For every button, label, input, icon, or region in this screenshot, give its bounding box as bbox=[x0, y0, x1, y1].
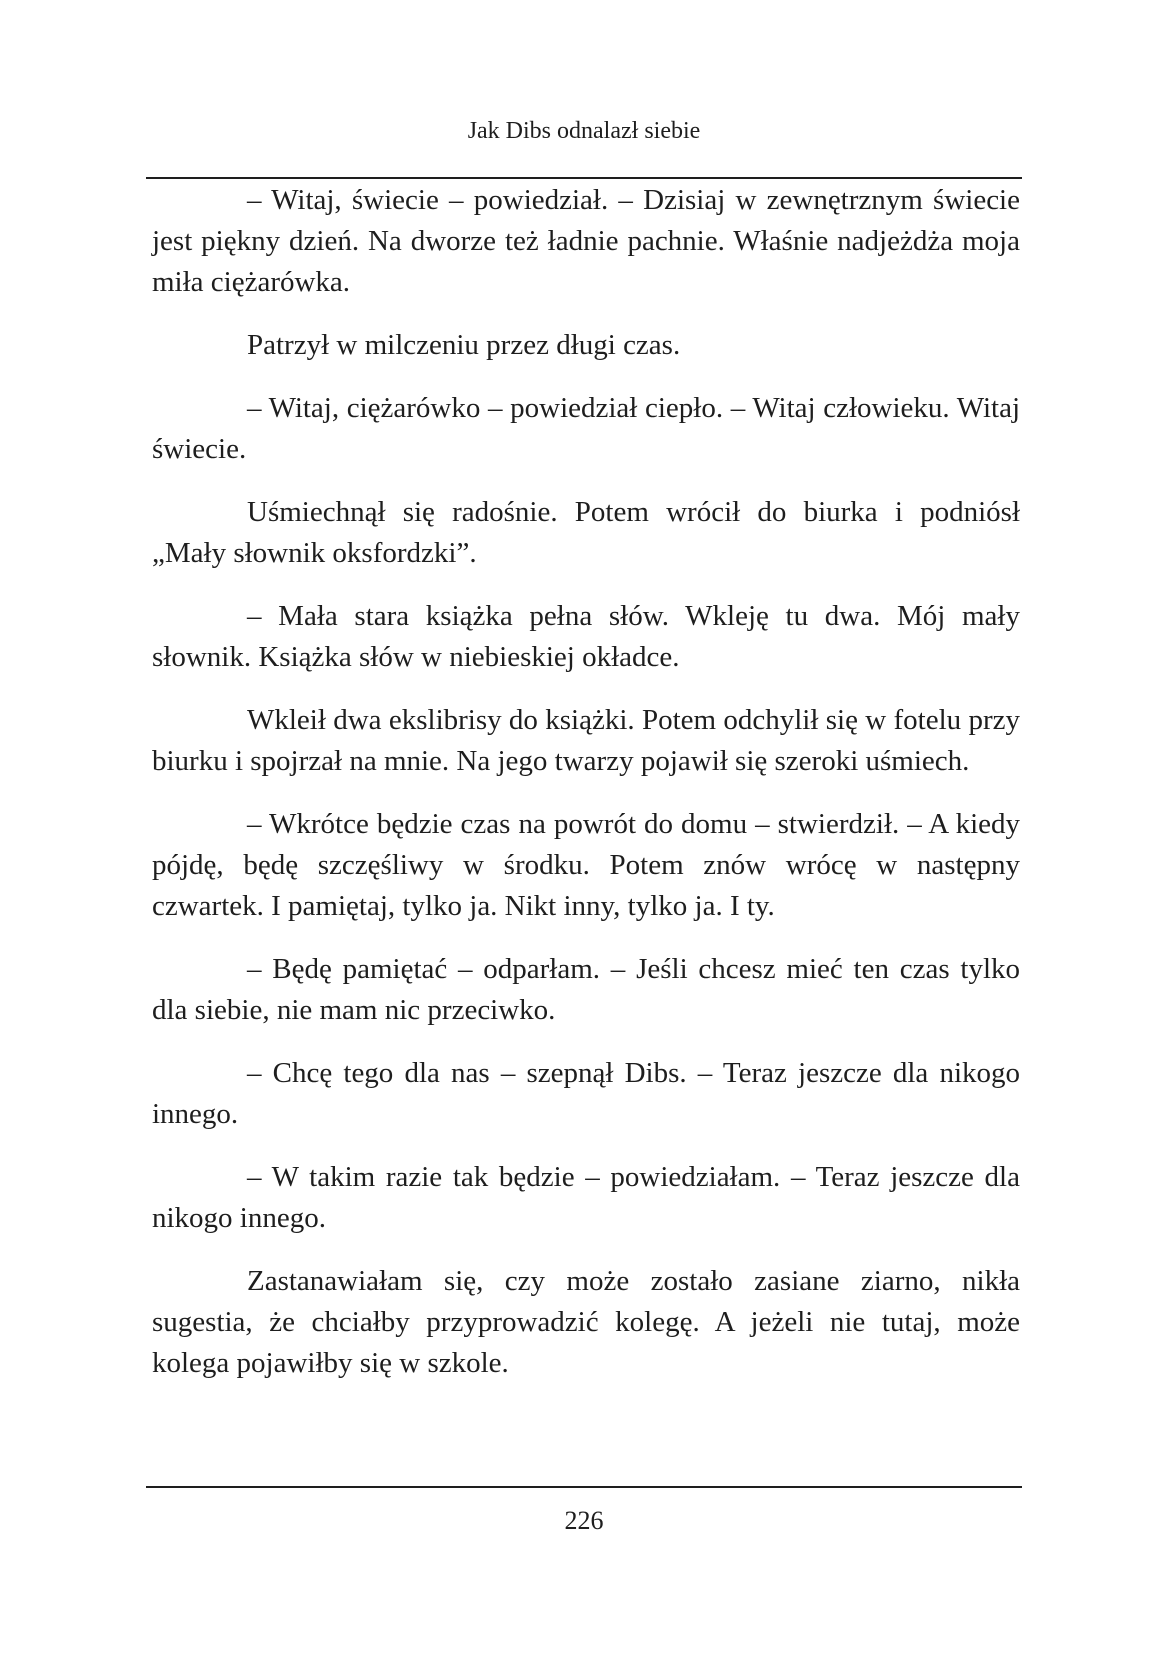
paragraph-3: – Witaj, ciężarówko – powiedział ciepło. – Witaj człowieku. Witaj świecie. bbox=[152, 392, 1020, 465]
body-text bbox=[152, 180, 1020, 1406]
header-rule bbox=[146, 177, 1022, 179]
paragraph-9: – Chcę tego dla nas – szepnął Dibs. – Teraz jeszcze dla nikogo innego. bbox=[152, 1057, 1020, 1130]
running-header-title: Jak Dibs odnalazł siebie bbox=[467, 118, 701, 144]
paragraph-2: Patrzył w milczeniu przez długi czas. bbox=[247, 329, 681, 361]
paragraph-11: Zastanawiałam się, czy może zostało zasiane ziarno, nikła sugestia, że chciałby przyprowadzić kolegę. A jeżeli nie tutaj, może kolega pojawiłby się w szkole. bbox=[152, 1265, 1020, 1379]
page-number: 226 bbox=[564, 1506, 604, 1535]
paragraph-10: – W takim razie tak będzie – powiedziałam. – Teraz jeszcze dla nikogo innego. bbox=[152, 1161, 1020, 1234]
paragraph-8: – Będę pamiętać – odparłam. – Jeśli chcesz mieć ten czas tylko dla siebie, nie mam nic przeciwko. bbox=[152, 953, 1020, 1026]
paragraph-7: – Wkrótce będzie czas na powrót do domu – stwierdził. – A kiedy pójdę, będę szczęśliwy w środku. Potem znów wrócę w następny czwartek. I pamiętaj, tylko ja. Nikt inny, tylko ja. I ty. bbox=[152, 808, 1020, 922]
paragraph-6: Wkleił dwa ekslibrisy do książki. Potem odchylił się w fotelu przy biurku i spojrzał na mnie. Na jego twarzy pojawił się szeroki uśmiech. bbox=[152, 704, 1020, 777]
paragraph-5: – Mała stara książka pełna słów. Wkleję tu dwa. Mój mały słownik. Książka słów w niebieskiej okładce. bbox=[152, 600, 1020, 673]
footer-rule bbox=[146, 1486, 1022, 1488]
paragraph-1: – Witaj, świecie – powiedział. – Dzisiaj w zewnętrznym świecie jest piękny dzień. Na dworze też ładnie pachnie. Właśnie nadjeżdża moja miła ciężarówka. bbox=[152, 184, 1020, 298]
paragraph-4: Uśmiechnął się radośnie. Potem wrócił do biurka i podniósł „Mały słownik oksfordzki”. bbox=[152, 496, 1020, 569]
